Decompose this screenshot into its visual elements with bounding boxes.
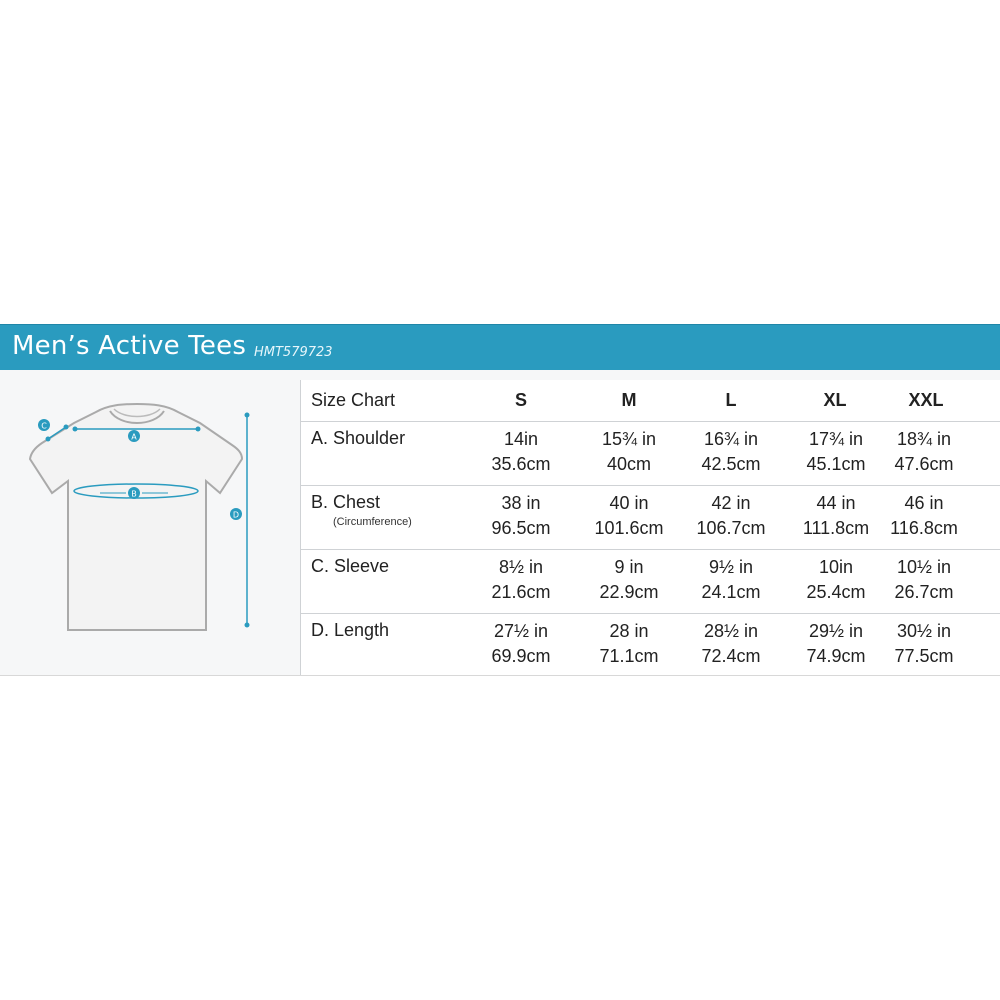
value-cell <box>584 491 674 541</box>
value-in: 42 in <box>711 493 751 513</box>
value-cell <box>686 619 776 669</box>
value-cell <box>791 491 881 541</box>
row-label-chest: B. Chest <box>311 492 381 512</box>
row-label-sleeve: C. Sleeve <box>311 556 390 576</box>
value-cell <box>686 491 776 541</box>
table-row <box>301 421 1000 486</box>
value-cell <box>584 555 674 605</box>
value-cm: 69.9cm <box>491 646 551 666</box>
title-banner <box>0 324 1000 370</box>
size-chart-heading: Size Chart <box>311 390 396 410</box>
product-code: HMT579723 <box>254 345 333 360</box>
value-cm: 40cm <box>606 454 651 474</box>
value-in: 10in <box>818 557 854 577</box>
value-cell <box>686 427 776 477</box>
value-in: 16¾ in <box>703 429 759 449</box>
value-cell <box>476 427 566 477</box>
value-cm: 21.6cm <box>491 582 551 602</box>
value-cell <box>476 619 566 669</box>
value-cm: 42.5cm <box>701 454 761 474</box>
value-in: 10½ in <box>896 557 952 577</box>
marker-a-label: A <box>131 432 137 442</box>
value-cm: 22.9cm <box>599 582 659 602</box>
value-cell <box>879 555 969 605</box>
value-cell <box>879 427 969 477</box>
size-header-xxl: XXL <box>908 390 944 410</box>
size-header-l: L <box>725 390 737 410</box>
value-cell <box>584 427 674 477</box>
value-cell <box>476 491 566 541</box>
value-in: 46 in <box>904 493 944 513</box>
value-in: 9½ in <box>708 557 754 577</box>
value-cell <box>476 555 566 605</box>
value-cm: 26.7cm <box>894 582 954 602</box>
table-row <box>301 613 1000 678</box>
value-in: 15¾ in <box>601 429 657 449</box>
value-cm: 72.4cm <box>701 646 761 666</box>
value-cm: 101.6cm <box>594 518 664 538</box>
value-cm: 96.5cm <box>491 518 551 538</box>
value-in: 9 in <box>614 557 644 577</box>
row-sublabel-circumference: (Circumference) <box>333 516 412 528</box>
product-title: Men’s Active Tees <box>12 331 247 361</box>
value-cell <box>879 619 969 669</box>
value-in: 44 in <box>816 493 856 513</box>
value-in: 30½ in <box>896 621 952 641</box>
value-in: 38 in <box>501 493 541 513</box>
table-row <box>301 549 1000 614</box>
value-in: 28½ in <box>703 621 759 641</box>
value-cm: 45.1cm <box>806 454 866 474</box>
size-header-m: M <box>621 390 637 410</box>
value-cell <box>791 427 881 477</box>
size-chart-table <box>300 380 1000 675</box>
tshirt-diagram <box>0 375 300 675</box>
value-in: 18¾ in <box>896 429 952 449</box>
value-in: 27½ in <box>493 621 549 641</box>
value-cell <box>879 491 969 541</box>
value-in: 40 in <box>609 493 649 513</box>
value-in: 14in <box>503 429 539 449</box>
value-cm: 111.8cm <box>802 518 870 538</box>
value-cm: 25.4cm <box>806 582 866 602</box>
size-header-s: S <box>514 390 527 410</box>
row-label-length: D. Length <box>311 620 390 640</box>
value-cell <box>584 619 674 669</box>
marker-d-label: D <box>232 510 240 520</box>
table-row <box>301 485 1000 550</box>
value-cm: 71.1cm <box>599 646 659 666</box>
marker-c-label: C <box>41 421 47 431</box>
value-cell <box>791 619 881 669</box>
value-cm: 116.8cm <box>890 518 958 538</box>
header-row <box>301 380 1000 420</box>
value-cell <box>791 555 881 605</box>
value-cm: 47.6cm <box>894 454 954 474</box>
value-in: 17¾ in <box>808 429 864 449</box>
value-in: 28 in <box>609 621 649 641</box>
value-cm: 106.7cm <box>696 518 766 538</box>
value-in: 8½ in <box>498 557 544 577</box>
value-cm: 24.1cm <box>701 582 761 602</box>
value-cm: 74.9cm <box>806 646 866 666</box>
marker-b-label: B <box>131 489 137 499</box>
value-cell <box>686 555 776 605</box>
row-label-shoulder: A. Shoulder <box>311 428 406 448</box>
value-in: 29½ in <box>808 621 864 641</box>
tshirt-illustration <box>0 375 300 675</box>
value-cm: 77.5cm <box>894 646 954 666</box>
value-cm: 35.6cm <box>491 454 551 474</box>
size-header-xl: XL <box>823 390 847 410</box>
